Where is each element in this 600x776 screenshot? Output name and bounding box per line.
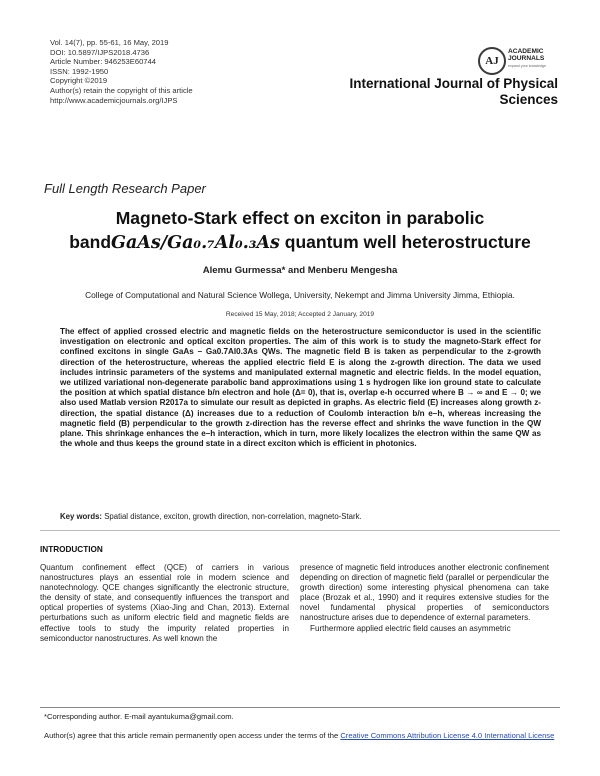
abstract: The effect of applied crossed electric and magnetic fields on the heterostructure semiconductor is used in the scientific investigation on electronic and optical exciton properties. The aim of this work is to study the magneto-Stark effect for confined excitons in single GaAs – Ga0.7Al0.3As QWs. The magnetic field B is taken as perpendicular to the z-growth direction of the heterostructure, whereas the applied electric field E is along the z-growth direction. The data we used includes intrinsic parameters of the systems and manipulated external magnetic and electric fields. In the model equation, we utilized variational non-degenerate parabolic band approximations using 1 s hydrogen like ion ground state to calculate the position at which spatial distance b/n electron and hole (Δ= 0), that is, overlap e-h occurred where B → ∞ and E → 0; we also used Matlab version R2017a to simulate our result as depicted in graphs. As electric field (E) increases along growth z-direction, the spatial distance (Δ) increases due to a reduction of Coulomb interaction b/n e–h, whereas increasing the magnetic field (B) perpendicular to the growth z-direction has the reverse effect and shrinks the wave function in the QW plane. This shrinkage enhances the e–h interaction, which in turn, more likely localizes the electron within the same QW as the whole and thus keeps the ground state in a direct exciton which is efficient in photonics.	[60, 327, 541, 449]
volume-line: Vol. 14(7), pp. 55-61, 16 May, 2019	[50, 38, 169, 47]
academic-journals-logo-icon	[478, 47, 506, 75]
title-line2	[40, 230, 560, 255]
title-line1: Magneto-Stark effect on exciton in parabolic	[115, 208, 485, 228]
corresponding-author-footnote: *Corresponding author. E-mail ayantukuma@gmail.com.	[44, 712, 234, 721]
copyright-line: Copyright ©2019	[50, 76, 108, 86]
journal-name	[318, 76, 558, 108]
academic-journals-logo-text	[508, 48, 546, 70]
intro-right-paragraph-2: Furthermore applied electric field causes an asymmetric	[310, 623, 511, 633]
introduction-heading: INTRODUCTION	[40, 545, 103, 554]
authors: Alemu Gurmessa* and Menberu Mengesha	[202, 265, 398, 276]
received-accepted-dates: Received 15 May, 2018; Accepted 2 January, 2019	[225, 311, 375, 318]
intro-right-column	[300, 563, 549, 634]
article-number-line: Article Number: 946253E60744	[50, 57, 156, 67]
keywords-text: Spatial distance, exciton, growth direction, non-correlation, magneto-Stark.	[102, 512, 362, 521]
section-divider	[40, 530, 560, 531]
title-tail: quantum well heterostructure	[279, 232, 531, 252]
affiliation: College of Computational and Natural Science Wollega, University, Nekempt and Jimma University Jimma, Ethiopia.	[85, 290, 515, 300]
keywords	[60, 512, 550, 521]
license-text: Author(s) agree that this article remain permanently open access under the terms of the	[44, 731, 341, 740]
keywords-label: Key words:	[60, 512, 103, 521]
logo-tagline: expand your knowledge	[508, 63, 546, 68]
journal-name-line2: Sciences	[499, 92, 558, 107]
paper-title	[40, 206, 560, 255]
title-band: band	[69, 232, 112, 252]
intro-left-column: Quantum confinement effect (QCE) of carriers in various nanostructures plays an essential role in modern science and nanotechnology. QCE changes significantly the electronic structure, the density of state, and consequently influences the transport and optical properties of systems (Xiao-Jing and Chan, 2013). External perturbations such as uniform electric field and magnetic fields are effective tools to study the impurity related properties in semiconductor nanostructures. As well known the	[40, 563, 289, 643]
logo-line2: JOURNALS	[508, 55, 545, 63]
logo-line1: ACADEMIC	[508, 48, 544, 55]
license-link[interactable]: Creative Commons Attribution License 4.0 International License	[340, 731, 555, 740]
rights-line: Author(s) retain the copyright of this article	[50, 85, 193, 95]
article-metadata	[50, 38, 193, 105]
doi-line: DOI: 10.5897/IJPS2018.4736	[50, 47, 150, 57]
license-footnote	[44, 731, 564, 741]
journal-name-line1: International Journal of Physical	[349, 76, 558, 91]
title-math: GaAs/Ga₀.₇Al₀.₃As	[111, 233, 280, 253]
intro-right-paragraph-1: presence of magnetic field introduces another electronic confinement depending on direction of magnetic field (parallel or perpendicular the growth direction) some interesting physical phenomena can take place (Brozak et al., 1990) and it requires extensive studies for the novel fundamental physical properties of semiconductors nanostructure arises due to dependence of external parameters.	[300, 563, 549, 623]
journal-url: http://www.academicjournals.org/IJPS	[50, 95, 178, 105]
footnote-divider	[40, 707, 560, 708]
paper-type: Full Length Research Paper	[44, 181, 206, 196]
issn-line: ISSN: 1992-1950	[50, 66, 109, 76]
logo-mark-text: AJ	[485, 55, 499, 67]
